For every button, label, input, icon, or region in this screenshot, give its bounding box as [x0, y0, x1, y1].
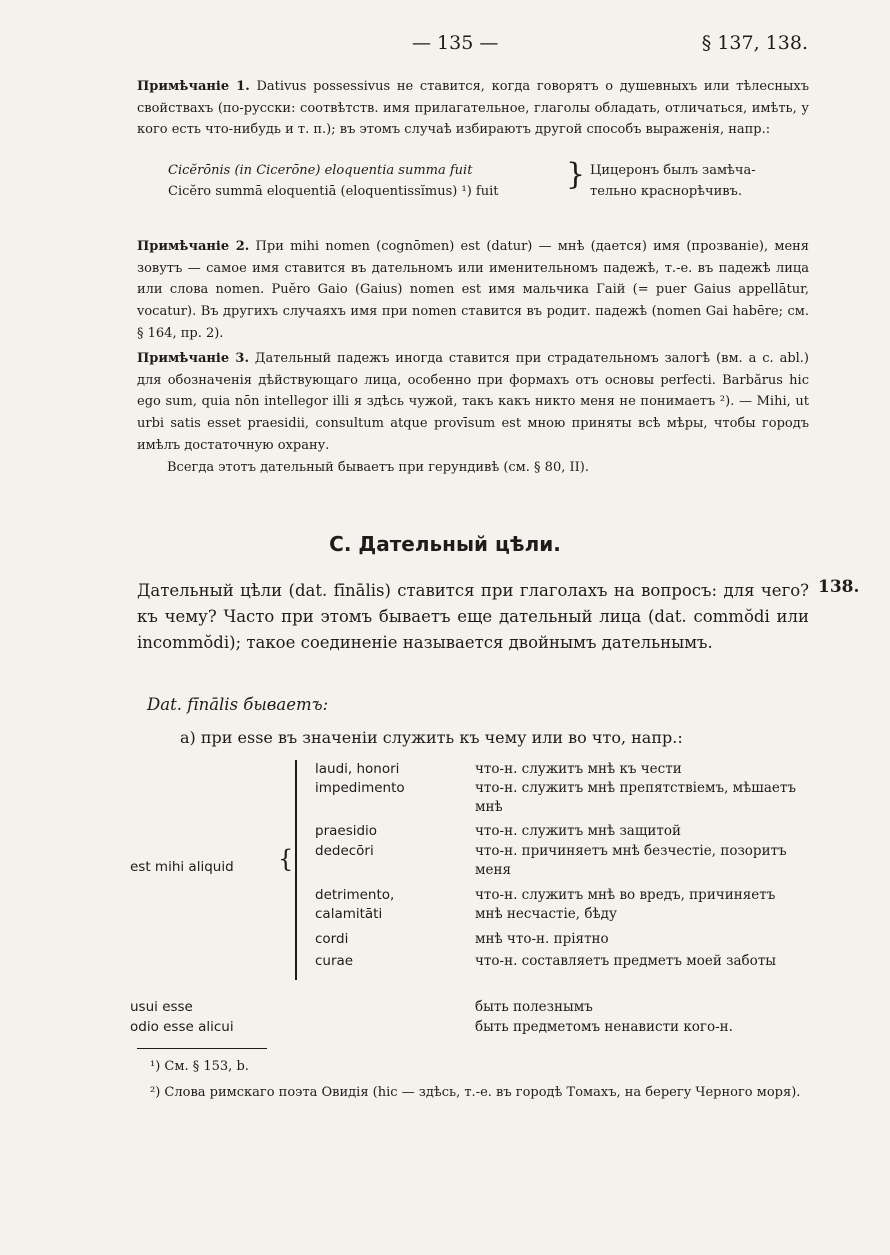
table-russian: мнѣ что-н. пріятно — [475, 931, 609, 947]
table-latin: impedimento — [315, 780, 405, 796]
note-1 — [137, 76, 809, 141]
table-latin: usui esse — [130, 999, 193, 1015]
table-latin: cordi — [315, 931, 349, 947]
table-russian: быть предметомъ ненависти кого-н. — [475, 1019, 733, 1035]
main-paragraph — [137, 578, 809, 656]
example-1 — [168, 157, 808, 202]
est-label: est mihi aliquid — [130, 859, 234, 875]
table-latin: dedecōri — [315, 843, 374, 859]
table-bar — [295, 760, 297, 980]
example-1-russian-1: Цицеронъ былъ замѣча- — [590, 163, 756, 178]
note-3-head: Примѣчаніе 3. — [137, 351, 249, 366]
table-latin: curae — [315, 953, 354, 969]
dat-finalis-intro: Dat. fīnālis бываетъ: — [147, 695, 329, 714]
table-russian: что-н. служитъ мнѣ препятствіемъ, мѣшаетъ мнѣ — [475, 780, 796, 815]
brace-icon: } — [566, 157, 586, 192]
note-2-head: Примѣчаніе 2. — [137, 239, 250, 254]
table-latin: detrimento, calamitāti — [315, 887, 395, 922]
note-2 — [137, 236, 809, 345]
table-latin: odio esse alicui — [130, 1019, 234, 1035]
table-russian: что-н. составляетъ предметъ моей заботы — [475, 953, 777, 969]
table-russian: что-н. причиняетъ мнѣ безчестіе, позоритъ меня — [475, 843, 787, 878]
example-1-russian-2: тельно краснорѣчивъ. — [590, 184, 742, 199]
table-russian: что-н. служитъ мнѣ къ чести — [475, 761, 682, 777]
section-heading: С. Дательный цѣли. — [329, 532, 561, 556]
note-1-head: Примѣчаніе 1. — [137, 79, 250, 94]
footnote-1: ¹) См. § 153, b. — [150, 1059, 249, 1074]
page-number: — 135 — — [412, 32, 499, 54]
example-1-latin-2: Cicĕro summā eloquentiā (eloquentissĭmus) ¹) fuit — [168, 184, 499, 199]
note-3-text: Дательный падежъ иногда ставится при страдательномъ залогѣ (вм. a c. abl.) для обозначенія дѣйствующаго лица, особенно при формахъ отъ основы perfecti. Barbărus hic ego sum, quia nōn intellegor illi я здѣсь чужой, такъ какъ никто меня не понимаетъ ²). — Mihi, ut urbi satis esset praesidii, consultum atque provīsum est мною приняты всѣ мѣры, чтобы городъ имѣлъ достаточную охрану. — [137, 351, 810, 453]
subpoint-a: а) при esse въ значеніи служить къ чему или во что, напр.: — [180, 728, 683, 747]
note-3 — [137, 348, 809, 478]
table-latin: laudi, honori — [315, 761, 400, 777]
margin-section-number: 138. — [818, 577, 860, 597]
note-3-last-line: Всегда этотъ дательный бываетъ при герундивѣ (см. § 80, II). — [167, 459, 589, 475]
table-russian: что-н. служитъ мнѣ во вредъ, причиняетъ мнѣ несчастіе, бѣду — [475, 887, 776, 922]
footnote-2: ²) Слова римскаго поэта Овидія (hic — здѣсь, т.-е. въ городѣ Томахъ, на берегу Черного моря). — [150, 1085, 801, 1100]
table-russian: что-н. служитъ мнѣ защитой — [475, 823, 681, 839]
table-latin: praesidio — [315, 823, 378, 839]
note-1-text: Dativus possessivus не ставится, когда говорятъ о душевныхъ или тѣлесныхъ свойствахъ (по-русски: соотвѣтств. имя прилагательное, глаголы обладать, отличаться, имѣть, у кого есть что-нибудь и т. п.); въ этомъ случаѣ избираютъ другой способъ выраженія, напр.: — [137, 79, 810, 138]
main-paragraph-text: Дательный цѣли (dat. fīnālis) ставится при глаголахъ на вопросъ: для чего? къ чему? Часто при этомъ бываетъ еще дательный лица (dat. commŏdi или incommŏdi); такое соединеніе называется двойнымъ дательнымъ. — [137, 581, 809, 652]
note-2-text: При mihi nomen (cognōmen) est (datur) — мнѣ (дается) имя (прозваніе), меня зовутъ — самое имя ставится въ дательномъ или именительномъ падежѣ, т.-е. въ падежѣ лица или слова nomen. Puĕro Gaio (Gaius) nomen est имя мальчика Гаій (= puer Gaius appellātur, vocatur). Въ другихъ случаяхъ имя при nomen ставится въ родит. падежѣ (nomen Gai habēre; см. § 164, пр. 2). — [137, 239, 809, 341]
section-reference: § 137, 138. — [701, 32, 808, 54]
table-russian: быть полезнымъ — [475, 999, 593, 1015]
example-1-latin-1: Cicĕrōnis (in Cicerōne) eloquentia summa fuit — [168, 163, 473, 178]
curly-brace-icon: { — [278, 845, 294, 873]
footnote-rule — [137, 1048, 267, 1049]
page-header — [0, 30, 890, 60]
